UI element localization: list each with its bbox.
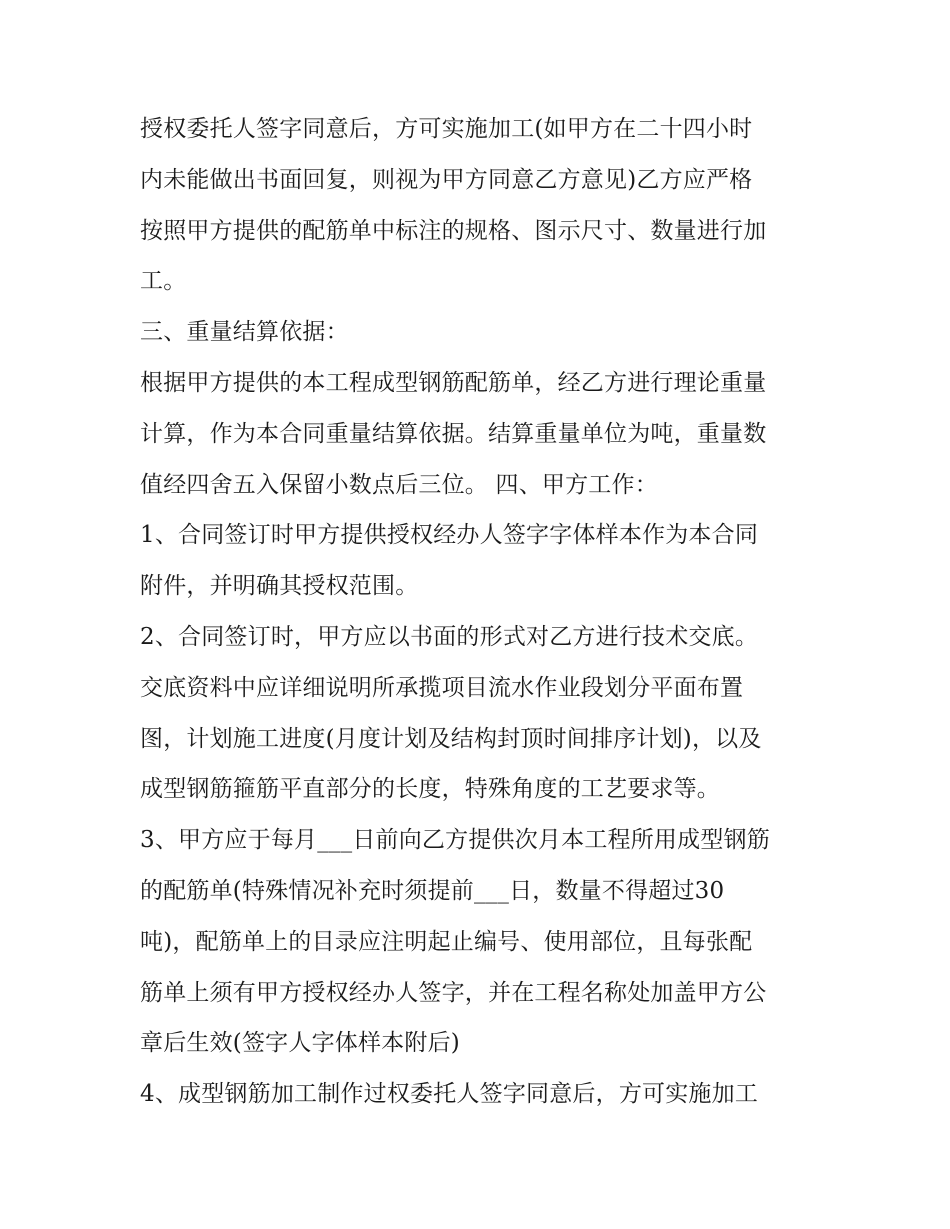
text-line: 成型钢筋箍筋平直部分的长度，特殊角度的工艺要求等。 [140, 776, 720, 803]
text-line: 章后生效(签字人字体样本附后) [140, 1030, 460, 1057]
section-heading: 三、重量结算依据： [140, 319, 349, 346]
text-line: 吨)，配筋单上的目录应注明起止编号、使用部位，且每张配 [140, 928, 753, 955]
document-body [140, 104, 820, 1120]
text-line: 值经四舍五入保留小数点后三位。 四、甲方工作： [140, 471, 658, 498]
list-item-4: 4、成型钢筋加工制作过权委托人签字同意后，方可实施加工 [140, 1081, 759, 1108]
text-line: 图，计划施工进度(月度计划及结构封顶时间排序计划)，以及 [140, 725, 762, 752]
text-line: 按照甲方提供的配筋单中标注的规格、图示尺寸、数量进行加 [140, 217, 767, 244]
text-line: 交底资料中应详细说明所承揽项目流水作业段划分平面布置 [140, 674, 744, 701]
text-line: 内未能做出书面回复，则视为甲方同意乙方意见)乙方应严格 [140, 166, 753, 193]
text-line: 计算，作为本合同重量结算依据。结算重量单位为吨，重量数 [140, 420, 767, 447]
list-item-1: 1、合同签订时甲方提供授权经办人签字字体样本作为本合同 [140, 522, 759, 549]
text-line: 筋单上须有甲方授权经办人签字，并在工程名称处加盖甲方公 [140, 979, 767, 1006]
text-line: 工。 [140, 268, 187, 295]
text-line: 根据甲方提供的本工程成型钢筋配筋单，经乙方进行理论重量 [140, 369, 767, 396]
text-line: 附件，并明确其授权范围。 [140, 573, 419, 600]
list-item-2: 2、合同签订时，甲方应以书面的形式对乙方进行技术交底。 [140, 623, 759, 650]
list-item-3: 3、甲方应于每月___日前向乙方提供次月本工程所用成型钢筋 [140, 827, 770, 854]
text-line: 授权委托人签字同意后，方可实施加工(如甲方在二十四小时 [140, 116, 753, 142]
text-line: 的配筋单(特殊情况补充时须提前___日，数量不得超过30 [140, 877, 725, 904]
